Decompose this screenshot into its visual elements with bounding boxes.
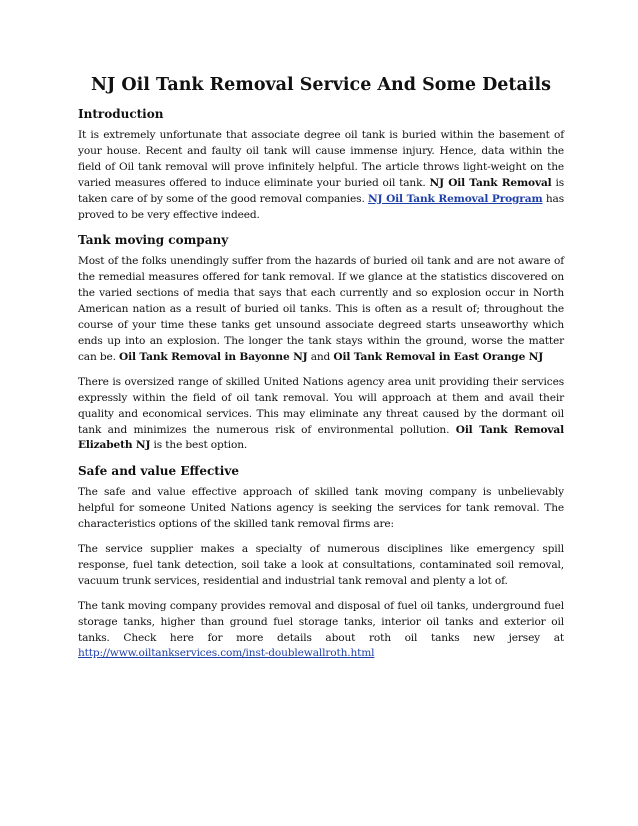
safe-value-p3-text: The tank moving company provides removal and disposal of fuel oil tanks, underground fuel storage tanks, higher than ground fuel storage tanks, interior oil tanks and exterior oil tanks. Check here for more details about roth oil tanks new jersey at bbox=[78, 599, 564, 644]
tank-moving-p2-end: is the best option. bbox=[150, 439, 248, 452]
oiltankservices-url-link[interactable]: http://www.oiltankservices.com/inst-doublewallroth.html bbox=[78, 647, 375, 660]
heading-safe-value-effective: Safe and value Effective bbox=[78, 464, 239, 479]
tank-moving-text: Most of the folks unendingly suffer from the hazards of buried oil tank and are not aware of the remedial measures offered for tank removal. If we glance at the statistics discovered on the varied sections of media that says that each currently and so explosion occur in North American nation as a result of buried oil tanks. This is often as a result of; throughout the course of your time these tanks get unsound associate degreed starts unseaworthy which ends up into an explosion. The longer the tank stays within the ground, worse the matter can be. bbox=[78, 255, 564, 363]
tank-moving-p2-text: There is oversized range of skilled United Nations agency area unit providing their services expressly within the field of oil tank removal. You will approach at them and avail their quality and economical services. This may eliminate any threat caused by the dormant oil tank and minimizes the numerous risk of environmental pollution. bbox=[78, 375, 564, 436]
page-title: NJ Oil Tank Removal Service And Some Details bbox=[91, 75, 551, 95]
tank-moving-paragraph-2 bbox=[78, 375, 564, 455]
safe-value-paragraph-1: The safe and value effective approach of skilled tank moving company is unbelievably helpful for someone United Nations agency is seeking the services for tank removal. The characteristics options of the skilled tank removal firms are: bbox=[78, 486, 564, 531]
intro-text: It is extremely unfortunate that associate degree oil tank is buried within the basement of your house. Recent and faulty oil tank will cause immense injury. Hence, data within the field of Oil tank removal will prove infinitely helpful. The article throws light-weight on the varied measures offered to induce eliminate your buried oil tank. bbox=[78, 129, 564, 189]
document-page bbox=[78, 74, 564, 671]
safe-value-paragraph-3 bbox=[78, 599, 564, 663]
heading-tank-moving-company: Tank moving company bbox=[78, 233, 229, 248]
bold-east-orange: Oil Tank Removal in East Orange NJ bbox=[333, 350, 544, 363]
intro-mid-text: is taken care of by some of the good removal companies. bbox=[78, 176, 565, 205]
heading-introduction: Introduction bbox=[78, 107, 164, 121]
nj-oil-tank-removal-program-link[interactable]: NJ Oil Tank Removal Program bbox=[368, 192, 543, 205]
bold-elizabeth: Oil Tank Removal Elizabeth NJ bbox=[78, 423, 564, 452]
safe-value-paragraph-2: The service supplier makes a specialty of numerous disciplines like emergency spill response, fuel tank detection, soil take a look at consultations, contaminated soil removal, vacuum trunk services, residential and industrial tank removal and plenty a lot of. bbox=[78, 543, 564, 587]
intro-paragraph bbox=[78, 128, 564, 223]
tank-moving-paragraph-1 bbox=[78, 254, 564, 365]
intro-bold-nj-oil-tank-removal: NJ Oil Tank Removal bbox=[429, 176, 552, 189]
intro-end-text: has proved to be very effective indeed. bbox=[78, 192, 564, 221]
bold-bayonne: Oil Tank Removal in Bayonne NJ bbox=[119, 350, 308, 363]
and-text: and bbox=[307, 350, 334, 363]
